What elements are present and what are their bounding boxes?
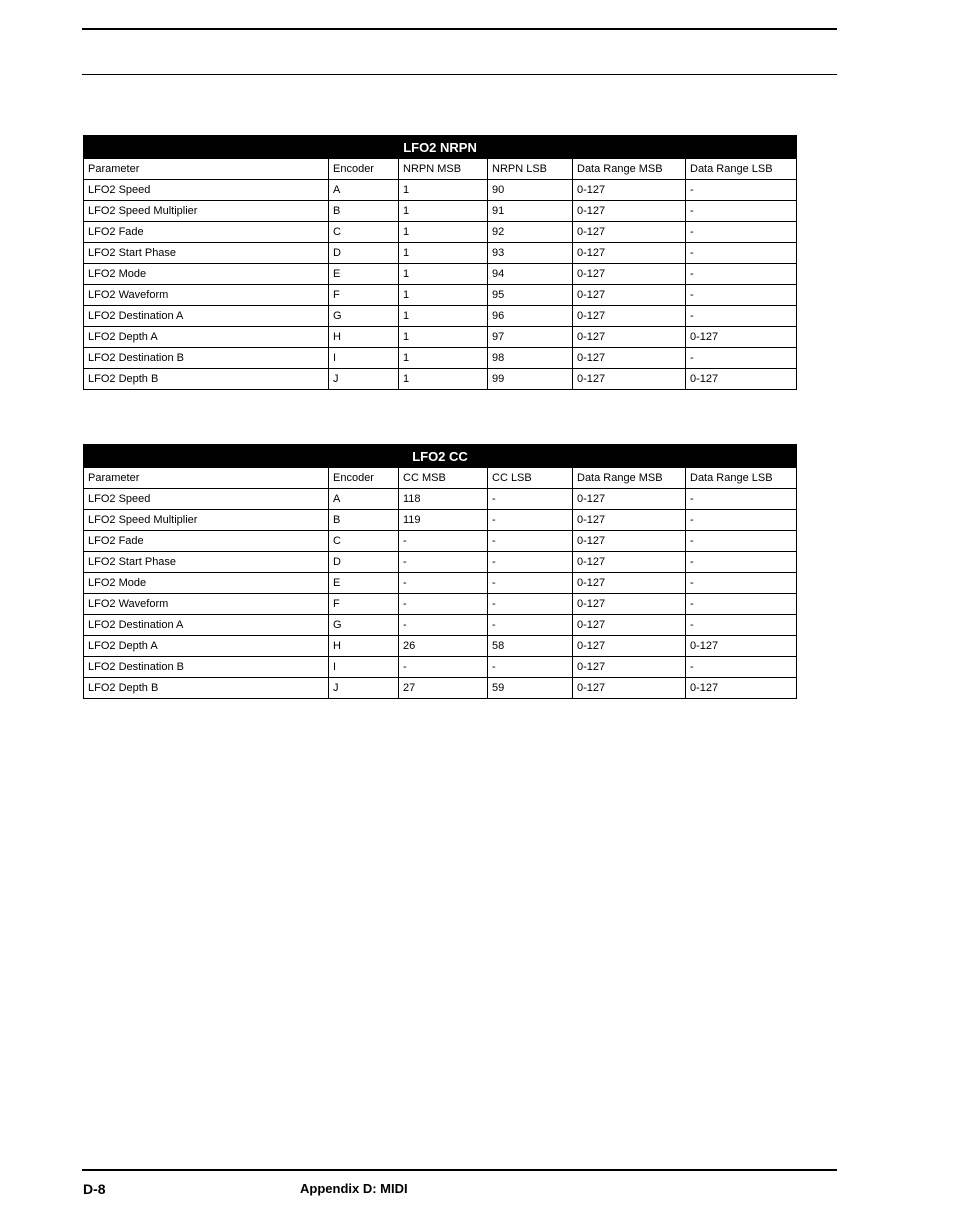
table-cell: 0-127 xyxy=(573,243,686,264)
table-cell: - xyxy=(488,510,573,531)
table-title: LFO2 NRPN xyxy=(84,136,797,159)
table-cell: - xyxy=(686,489,797,510)
table-cell: 1 xyxy=(399,285,488,306)
table-header-row xyxy=(84,159,797,180)
table-cell: - xyxy=(686,573,797,594)
table-cell: A xyxy=(329,180,399,201)
table-cell: 94 xyxy=(488,264,573,285)
table-cell: 0-127 xyxy=(573,573,686,594)
table-cell: LFO2 Speed xyxy=(84,489,329,510)
table-cell: LFO2 Fade xyxy=(84,222,329,243)
table-row xyxy=(84,348,797,369)
table-cell: 1 xyxy=(399,264,488,285)
table-cell: F xyxy=(329,285,399,306)
table-cell: LFO2 Depth A xyxy=(84,327,329,348)
column-header: Parameter xyxy=(84,468,329,489)
header-rule-top xyxy=(82,28,837,30)
table-cell: - xyxy=(399,594,488,615)
table-cell: E xyxy=(329,264,399,285)
column-header: NRPN LSB xyxy=(488,159,573,180)
table-cell: - xyxy=(686,594,797,615)
table-cell: - xyxy=(686,201,797,222)
table-cell: 0-127 xyxy=(573,531,686,552)
table-cell: LFO2 Speed Multiplier xyxy=(84,510,329,531)
column-header: Data Range MSB xyxy=(573,468,686,489)
table-cell: 1 xyxy=(399,180,488,201)
table-cell: 0-127 xyxy=(573,180,686,201)
table-row xyxy=(84,201,797,222)
table-cell: LFO2 Destination A xyxy=(84,615,329,636)
table-row xyxy=(84,594,797,615)
table-cell: LFO2 Mode xyxy=(84,264,329,285)
table-cell: 97 xyxy=(488,327,573,348)
table-cell: 0-127 xyxy=(573,552,686,573)
table-cell: 92 xyxy=(488,222,573,243)
table-row xyxy=(84,327,797,348)
table-cell: J xyxy=(329,369,399,390)
table-row xyxy=(84,489,797,510)
table-cell: - xyxy=(686,285,797,306)
table-cell: C xyxy=(329,531,399,552)
column-header: NRPN MSB xyxy=(399,159,488,180)
table-cell: - xyxy=(488,531,573,552)
table-cell: LFO2 Speed xyxy=(84,180,329,201)
table-cell: 93 xyxy=(488,243,573,264)
table-cell: - xyxy=(686,243,797,264)
table-cell: F xyxy=(329,594,399,615)
column-header: CC MSB xyxy=(399,468,488,489)
table-cell: 0-127 xyxy=(573,594,686,615)
table-cell: 0-127 xyxy=(573,369,686,390)
table-cell: - xyxy=(399,615,488,636)
table-cell: 0-127 xyxy=(573,201,686,222)
table-cell: LFO2 Waveform xyxy=(84,594,329,615)
table-cell: - xyxy=(686,552,797,573)
table-cell: 98 xyxy=(488,348,573,369)
table-header-row xyxy=(84,468,797,489)
page-number: D-8 xyxy=(83,1181,106,1197)
table-row xyxy=(84,636,797,657)
table-cell: 1 xyxy=(399,348,488,369)
table-cell: 118 xyxy=(399,489,488,510)
table-row xyxy=(84,678,797,699)
table-cell: B xyxy=(329,510,399,531)
table-cell: G xyxy=(329,615,399,636)
table-cell: 1 xyxy=(399,327,488,348)
table-row xyxy=(84,657,797,678)
table-cell: 95 xyxy=(488,285,573,306)
table-cell: - xyxy=(488,615,573,636)
table-cell: 1 xyxy=(399,369,488,390)
table-cell: 0-127 xyxy=(686,327,797,348)
table-cell: J xyxy=(329,678,399,699)
column-header: Data Range LSB xyxy=(686,468,797,489)
table-cell: A xyxy=(329,489,399,510)
table-row xyxy=(84,306,797,327)
table-cell: 0-127 xyxy=(573,678,686,699)
table-cell: - xyxy=(488,489,573,510)
table-cell: 0-127 xyxy=(573,327,686,348)
table-cell: 58 xyxy=(488,636,573,657)
table-row xyxy=(84,573,797,594)
table-cell: LFO2 Depth A xyxy=(84,636,329,657)
table-cell: 0-127 xyxy=(573,510,686,531)
column-header: Encoder xyxy=(329,468,399,489)
table-cell: - xyxy=(488,594,573,615)
footer-section-title: Appendix D: MIDI xyxy=(300,1181,408,1196)
table-cell: D xyxy=(329,552,399,573)
table-title: LFO2 CC xyxy=(84,445,797,468)
table-cell: 0-127 xyxy=(573,489,686,510)
table-body xyxy=(84,468,797,699)
table-cell: I xyxy=(329,348,399,369)
table-cell: - xyxy=(399,531,488,552)
table-cell: - xyxy=(686,222,797,243)
table-cell: LFO2 Depth B xyxy=(84,678,329,699)
table-cell: - xyxy=(686,531,797,552)
table-cell: 1 xyxy=(399,306,488,327)
table-cell: 0-127 xyxy=(573,222,686,243)
table-title-row xyxy=(84,445,797,468)
column-header: Parameter xyxy=(84,159,329,180)
table-cell: LFO2 Destination B xyxy=(84,657,329,678)
table-cell: - xyxy=(488,657,573,678)
table-cell: 99 xyxy=(488,369,573,390)
table-cell: - xyxy=(399,657,488,678)
table-cell: - xyxy=(686,348,797,369)
table-cell: - xyxy=(488,573,573,594)
table-cell: LFO2 Speed Multiplier xyxy=(84,201,329,222)
footer-rule xyxy=(82,1169,837,1171)
table-cell: LFO2 Destination B xyxy=(84,348,329,369)
table-cell: 0-127 xyxy=(573,636,686,657)
table-row xyxy=(84,369,797,390)
table-cell: G xyxy=(329,306,399,327)
table-cell: LFO2 Waveform xyxy=(84,285,329,306)
table-cell: H xyxy=(329,636,399,657)
table-cell: 0-127 xyxy=(573,657,686,678)
table-cell: LFO2 Start Phase xyxy=(84,243,329,264)
table-cell: - xyxy=(686,615,797,636)
table-cell: 27 xyxy=(399,678,488,699)
table-cell: 0-127 xyxy=(573,285,686,306)
table-cell: 0-127 xyxy=(686,678,797,699)
table-cell: LFO2 Destination A xyxy=(84,306,329,327)
column-header: Data Range LSB xyxy=(686,159,797,180)
table-cell: B xyxy=(329,201,399,222)
table-row xyxy=(84,615,797,636)
table-cell: - xyxy=(488,552,573,573)
table-row xyxy=(84,222,797,243)
table-cell: 0-127 xyxy=(573,264,686,285)
table-cell: 90 xyxy=(488,180,573,201)
table-cell: 96 xyxy=(488,306,573,327)
table-row xyxy=(84,510,797,531)
table-row xyxy=(84,552,797,573)
lfo2-nrpn-table xyxy=(83,135,797,390)
column-header: Encoder xyxy=(329,159,399,180)
table-cell: - xyxy=(686,180,797,201)
table-cell: E xyxy=(329,573,399,594)
table-row xyxy=(84,285,797,306)
table-cell: 26 xyxy=(399,636,488,657)
table-cell: H xyxy=(329,327,399,348)
table-cell: D xyxy=(329,243,399,264)
table-cell: LFO2 Fade xyxy=(84,531,329,552)
table-cell: I xyxy=(329,657,399,678)
table-row xyxy=(84,243,797,264)
table-title-row xyxy=(84,136,797,159)
table-cell: 0-127 xyxy=(686,369,797,390)
table-cell: 119 xyxy=(399,510,488,531)
table-cell: LFO2 Depth B xyxy=(84,369,329,390)
table-cell: 1 xyxy=(399,243,488,264)
table-cell: - xyxy=(686,264,797,285)
lfo2-cc-table xyxy=(83,444,797,699)
table-cell: C xyxy=(329,222,399,243)
table-cell: 0-127 xyxy=(686,636,797,657)
header-rule-bottom xyxy=(82,74,837,75)
table-cell: 0-127 xyxy=(573,615,686,636)
table-cell: 0-127 xyxy=(573,348,686,369)
column-header: Data Range MSB xyxy=(573,159,686,180)
table-cell: - xyxy=(399,573,488,594)
table-cell: - xyxy=(686,306,797,327)
table-row xyxy=(84,180,797,201)
column-header: CC LSB xyxy=(488,468,573,489)
table-cell: - xyxy=(399,552,488,573)
table-cell: - xyxy=(686,657,797,678)
table-cell: 1 xyxy=(399,222,488,243)
table-cell: LFO2 Mode xyxy=(84,573,329,594)
table-cell: 0-127 xyxy=(573,306,686,327)
table-body xyxy=(84,159,797,390)
table-cell: 1 xyxy=(399,201,488,222)
table-row xyxy=(84,264,797,285)
table-cell: 91 xyxy=(488,201,573,222)
table-cell: 59 xyxy=(488,678,573,699)
table-cell: - xyxy=(686,510,797,531)
table-row xyxy=(84,531,797,552)
table-cell: LFO2 Start Phase xyxy=(84,552,329,573)
